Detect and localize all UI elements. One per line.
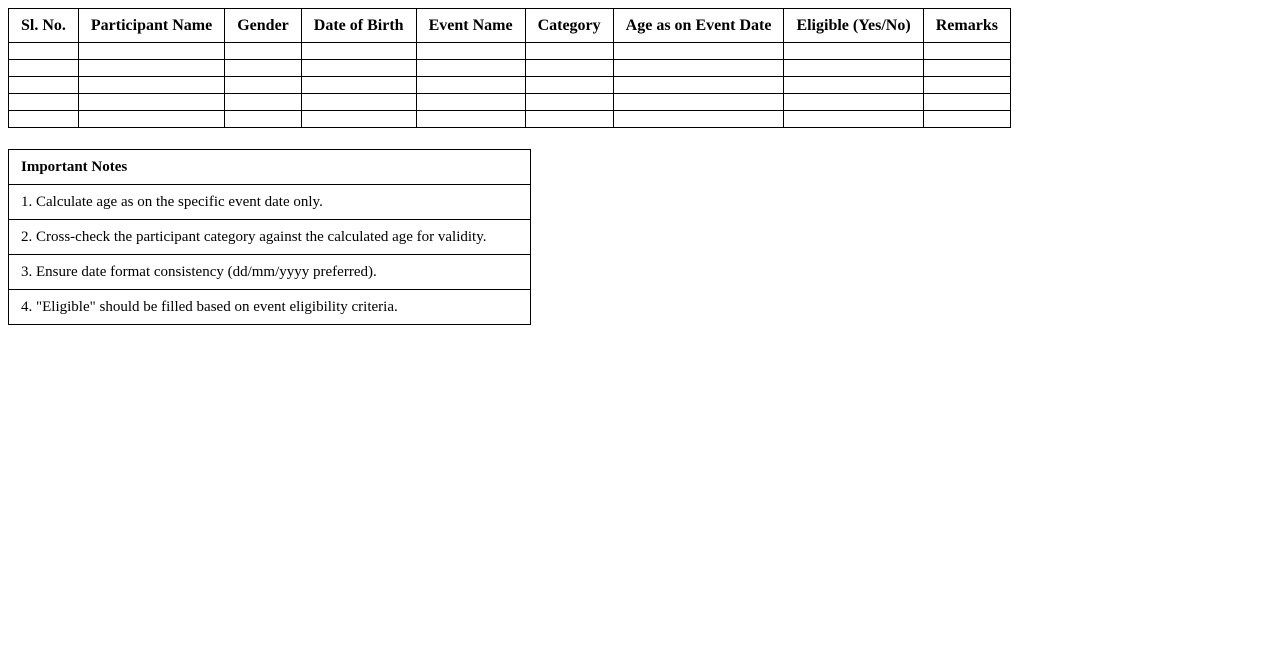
table-cell[interactable] xyxy=(78,94,224,111)
table-cell[interactable] xyxy=(923,94,1010,111)
table-cell[interactable] xyxy=(525,77,613,94)
header-gender: Gender xyxy=(225,9,302,43)
note-item: 1. Calculate age as on the specific event date only. xyxy=(9,185,531,220)
table-cell[interactable] xyxy=(225,94,302,111)
note-row xyxy=(9,185,531,220)
table-cell[interactable] xyxy=(416,77,525,94)
participant-table-header-row xyxy=(9,9,1011,43)
table-cell[interactable] xyxy=(416,94,525,111)
table-cell[interactable] xyxy=(301,60,416,77)
note-row xyxy=(9,290,531,325)
table-cell[interactable] xyxy=(784,43,923,60)
table-cell[interactable] xyxy=(416,43,525,60)
table-cell[interactable] xyxy=(923,111,1010,128)
table-cell[interactable] xyxy=(923,43,1010,60)
table-row xyxy=(9,43,1011,60)
table-cell[interactable] xyxy=(78,77,224,94)
table-cell[interactable] xyxy=(525,60,613,77)
table-cell[interactable] xyxy=(78,43,224,60)
header-sl-no: Sl. No. xyxy=(9,9,79,43)
table-cell[interactable] xyxy=(301,94,416,111)
table-cell[interactable] xyxy=(613,77,784,94)
participant-table xyxy=(8,8,1011,128)
table-cell[interactable] xyxy=(78,111,224,128)
table-cell[interactable] xyxy=(9,60,79,77)
table-cell[interactable] xyxy=(613,94,784,111)
table-cell[interactable] xyxy=(9,77,79,94)
table-cell[interactable] xyxy=(525,43,613,60)
table-cell[interactable] xyxy=(9,43,79,60)
header-date-of-birth: Date of Birth xyxy=(301,9,416,43)
table-cell[interactable] xyxy=(225,43,302,60)
table-cell[interactable] xyxy=(784,111,923,128)
table-cell[interactable] xyxy=(525,94,613,111)
header-participant-name: Participant Name xyxy=(78,9,224,43)
table-cell[interactable] xyxy=(301,43,416,60)
table-row xyxy=(9,60,1011,77)
table-cell[interactable] xyxy=(9,111,79,128)
table-cell[interactable] xyxy=(784,94,923,111)
table-cell[interactable] xyxy=(78,60,224,77)
note-item: 2. Cross-check the participant category against the calculated age for validity. xyxy=(9,220,531,255)
header-eligible: Eligible (Yes/No) xyxy=(784,9,923,43)
table-cell[interactable] xyxy=(613,60,784,77)
note-item: 3. Ensure date format consistency (dd/mm/yyyy preferred). xyxy=(9,255,531,290)
table-cell[interactable] xyxy=(613,111,784,128)
table-cell[interactable] xyxy=(525,111,613,128)
header-category: Category xyxy=(525,9,613,43)
header-age-on-event-date: Age as on Event Date xyxy=(613,9,784,43)
note-item: 4. "Eligible" should be filled based on event eligibility criteria. xyxy=(9,290,531,325)
table-cell[interactable] xyxy=(301,77,416,94)
table-cell[interactable] xyxy=(225,60,302,77)
table-cell[interactable] xyxy=(9,94,79,111)
table-cell[interactable] xyxy=(225,77,302,94)
table-row xyxy=(9,111,1011,128)
table-row xyxy=(9,77,1011,94)
notes-title: Important Notes xyxy=(9,150,531,185)
note-row xyxy=(9,255,531,290)
table-cell[interactable] xyxy=(416,60,525,77)
notes-header-row xyxy=(9,150,531,185)
table-cell[interactable] xyxy=(613,43,784,60)
table-cell[interactable] xyxy=(784,77,923,94)
header-event-name: Event Name xyxy=(416,9,525,43)
table-row xyxy=(9,94,1011,111)
table-cell[interactable] xyxy=(416,111,525,128)
table-cell[interactable] xyxy=(225,111,302,128)
important-notes-table xyxy=(8,149,531,325)
note-row xyxy=(9,220,531,255)
table-cell[interactable] xyxy=(923,60,1010,77)
table-cell[interactable] xyxy=(923,77,1010,94)
table-cell[interactable] xyxy=(301,111,416,128)
header-remarks: Remarks xyxy=(923,9,1010,43)
table-cell[interactable] xyxy=(784,60,923,77)
